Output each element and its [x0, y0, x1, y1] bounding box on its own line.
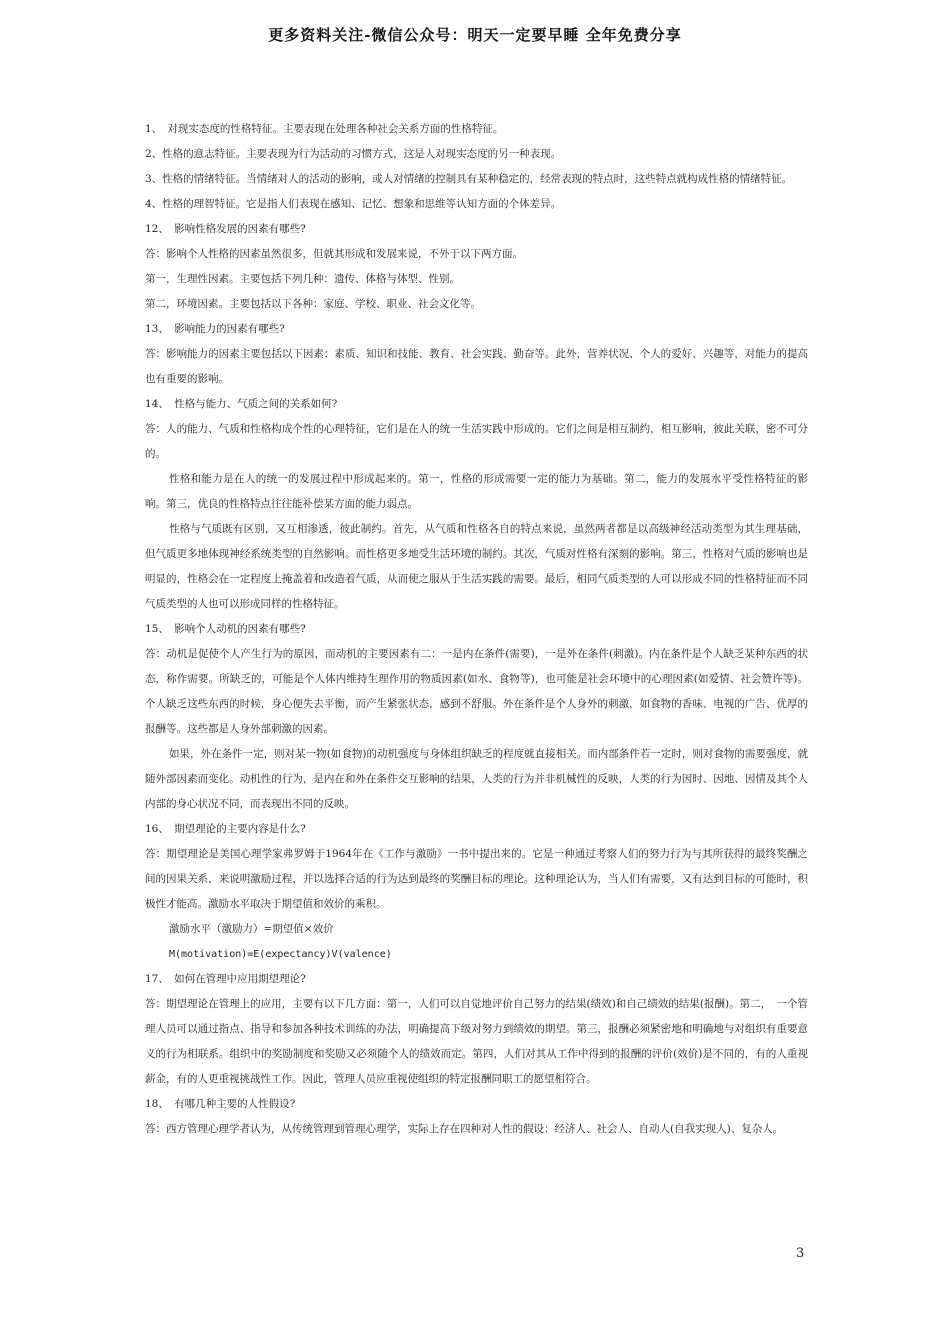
- paragraph: 4、性格的理智特征。它是指人们表现在感知、记忆、想象和思维等认知方面的个体差异。: [145, 198, 562, 210]
- question-heading: 13、 影响能力的因素有哪些?: [145, 323, 285, 335]
- question-heading: 14、 性格与能力、气质之间的关系如何?: [145, 398, 338, 410]
- paragraph: 答：影响个人性格的因素虽然很多，但就其形成和发展来说，不外于以下两方面。: [145, 248, 523, 260]
- document-body: [145, 117, 808, 1142]
- paragraph: 答：西方管理心理学者认为，从传统管理到管理心理学，实际上存在四种对人性的假设：经济人、社会人、自动人(自我实现人)、复杂人。: [145, 1123, 784, 1135]
- formula-expression: M(motivation)=E(expectancy)V(valence): [169, 949, 392, 960]
- question-heading: 15、 影响个人动机的因素有哪些?: [145, 623, 306, 635]
- question-heading: 18、 有哪几种主要的人性假设?: [145, 1098, 296, 1110]
- paragraph: 答：人的能力、气质和性格构成个性的心理特征，它们是在人的统一生活实践中形成的。它们之间是相互制约，相互影响，彼此关联，密不可分的。: [145, 423, 808, 460]
- page-header: 更多资料关注-微信公众号：明天一定要早睡 全年免费分享: [268, 26, 682, 44]
- page-number: 3: [796, 1246, 805, 1261]
- paragraph: 2、性格的意志特征。主要表现为行为活动的习惯方式，这是人对现实态度的另一种表现。: [145, 148, 562, 160]
- question-heading: 12、 影响性格发展的因素有哪些?: [145, 223, 306, 235]
- question-heading: 17、 如何在管理中应用期望理论?: [145, 973, 306, 985]
- paragraph: 3、性格的情绪特征。当情绪对人的活动的影响，或人对情绪的控制具有某种稳定的，经常表现的特点时，这些特点就构成性格的情绪特征。: [145, 173, 793, 185]
- paragraph: 性格与气质既有区别，又互相渗透，彼此制约。首先，从气质和性格各自的特点来说，虽然两者都是以高级神经活动类型为其生理基础，但气质更多地体现神经系统类型的自然影响。而性格更多地受生活环境的制约。其次，气质对性格有深刻的影响。第三，性格对气质的影响也是明显的，性格会在一定程度上掩盖着和改造着气质，从而使之服从于生活实践的需要。最后，相同气质类型的人可以形成不同的性格特征而不同气质类型的人也可以形成同样的性格特征。: [145, 523, 808, 610]
- formula-text: 激励水平（激励力）=期望值×效价: [169, 923, 334, 935]
- paragraph: 答：期望理论是美国心理学家弗罗姆于1964年在《工作与激励》一书中提出来的。它是一种通过考察人们的努力行为与其所获得的最终奖酬之间的因果关系，来说明激励过程，并以选择合适的行为达到最终的奖酬目标的理论。这种理论认为，当人们有需要，又有达到目标的可能时，积极性才能高。激励水平取决于期望值和效价的乘积。: [145, 848, 808, 910]
- question-heading: 16、 期望理论的主要内容是什么?: [145, 823, 306, 835]
- paragraph: 性格和能力是在人的统一的发展过程中形成起来的。第一，性格的形成需要一定的能力为基础。第二，能力的发展水平受性格特征的影响。第三，优良的性格特点往往能补偿某方面的能力弱点。: [145, 473, 808, 510]
- paragraph: 答：影响能力的因素主要包括以下因素：素质、知识和技能、教育、社会实践、勤奋等。此外，营养状况、个人的爱好、兴趣等，对能力的提高也有重要的影响。: [145, 348, 808, 385]
- paragraph: 如果，外在条件一定，则对某一物(如食物)的动机强度与身体组织缺乏的程度就直接相关。而内部条件若一定时，则对食物的需要强度，就随外部因素而变化。动机性的行为，是内在和外在条件交互影响的结果，人类的行为并非机械性的反映，人类的行为因时、因地、因情及其个人内部的身心状况不同，而表现出不同的反映。: [145, 748, 808, 810]
- paragraph: 答：动机是促使个人产生行为的原因，而动机的主要因素有二：一是内在条件(需要)，一是外在条件(刺激)。内在条件是个人缺乏某种东西的状态，称作需要。所缺乏的，可能是个人体内维持生理作用的物质因素(如水、食物等)，也可能是社会环境中的心理因素(如爱情、社会赞许等)。个人缺乏这些东西的时候，身心便失去平衡，而产生紧张状态，感到不舒服。外在条件是个人身外的刺激，如食物的香味、电视的广告、优厚的报酬等。这些都是人身外部刺激的因素。: [145, 648, 808, 735]
- paragraph: 第二，环境因素。主要包括以下各种：家庭、学校、职业、社会文化等。: [145, 298, 481, 310]
- paragraph: 第一，生理性因素。主要包括下列几种：遗传、体格与体型、性别。: [145, 273, 460, 285]
- paragraph: 1、 对现实态度的性格特征。主要表现在处理各种社会关系方面的性格特征。: [145, 123, 504, 135]
- paragraph: 答：期望理论在管理上的应用，主要有以下几方面：第一，人们可以自觉地评价自己努力的结果(绩效)和自己绩效的结果(报酬)。第二， 一个管理人员可以通过指点、指导和参加各种技术训练的办法，明确提高下级对努力到绩效的期望。第三，报酬必须紧密地和明确地与对组织有重要意义的行为相联系。组织中的奖励制度和奖励又必须随个人的绩效而定。第四，人们对其从工作中得到的报酬的评价(效价)是不同的，有的人重视薪金，有的人更重视挑战性工作。因此，管理人员应重视使组织的特定报酬同职工的愿望相符合。: [145, 998, 808, 1085]
